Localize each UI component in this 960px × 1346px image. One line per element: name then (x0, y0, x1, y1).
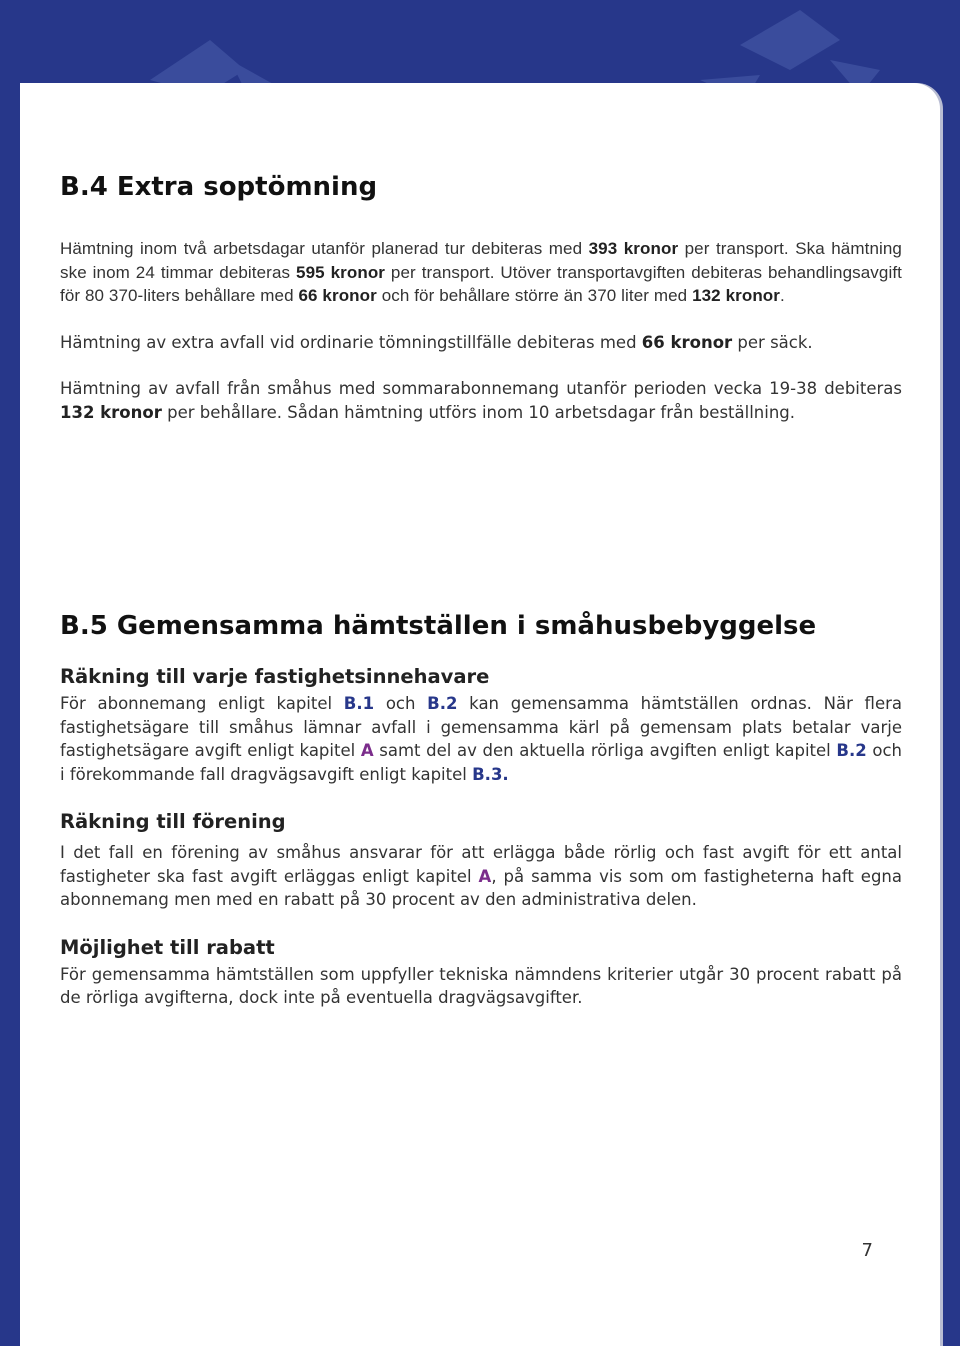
text: Hämtning av extra avfall vid ordinarie tömningstillfälle debiteras med (60, 332, 642, 352)
subheading-discount: Möjlighet till rabatt (60, 935, 275, 959)
paragraph-discount: För gemensamma hämtställen som uppfyller tekniska nämndens kriterier utgår 30 procent rabatt på de rörliga avgifterna, dock inte på eventuella dragvägsavgifter. (60, 964, 902, 1007)
page-content (60, 171, 902, 1010)
amount: 393 kronor (588, 239, 679, 258)
paragraph-association (60, 841, 902, 912)
text: Hämtning av avfall från småhus med sommarabonnemang utanför perioden vecka 19-38 debiteras (60, 379, 902, 398)
amount: 66 kronor (641, 332, 733, 352)
amount: 66 kronor (298, 286, 377, 305)
text: och för behållare större än 370 liter med (376, 286, 693, 305)
text: per behållare. Sådan hämtning utförs inom 10 arbetsdagar från beställning. (161, 402, 796, 422)
text: per säck. (732, 332, 813, 352)
subheading-each-owner: Räkning till varje fastighetsinnehavare (60, 665, 490, 688)
text: kan gemensamma hämtställen ordnas. När flera fastighetsägare till småhus lämnar avfall i gemensamma kärl på gemensam plats betalar varje fastighetsägare avgift enligt kapitel (60, 694, 902, 760)
paragraph-b4-fees (60, 237, 902, 308)
paragraph-b4-summer (60, 377, 902, 424)
text: För abonnemang enligt kapitel (60, 694, 344, 713)
text: och (374, 694, 428, 713)
text: , på samma vis som om fastigheterna haft egna abonnemang men med en rabatt på 30 procent av den administrativa delen. (60, 866, 903, 909)
text: samt del av den aktuella rörliga avgiften enligt kapitel (373, 741, 837, 760)
subheading-association: Räkning till förening (60, 810, 286, 833)
paragraph-b4-extra-waste (60, 331, 902, 355)
text: per transport. Utöver transportavgiften debiteras behandlingsavgift för 80 370-liters behållare med (60, 262, 902, 305)
text: per transport. Ska hämtning ske inom 24 timmar debiteras (60, 239, 902, 282)
text: I det fall en förening av småhus ansvarar för att erlägga både rörlig och fast avgift för ett antal fastigheter ska fast avgift erläggas enligt kapitel (60, 843, 902, 886)
section-heading-b4: B.4 Extra soptömning (60, 172, 378, 202)
chapter-reference: A (478, 866, 492, 886)
amount: 132 kronor (692, 286, 781, 305)
text: Hämtning inom två arbetsdagar utanför planerad tur debiteras med (60, 239, 589, 258)
text: . (780, 286, 785, 305)
chapter-reference: B.3. (472, 764, 509, 784)
section-heading-b5: B.5 Gemensamma hämtställen i småhusbebyggelse (60, 611, 817, 641)
chapter-reference: B.2 (836, 741, 867, 760)
page-number: 7 (861, 1240, 873, 1261)
page-sheet (20, 83, 940, 1346)
chapter-reference: B.1 (343, 694, 375, 713)
chapter-reference: A (360, 741, 374, 760)
chapter-reference: B.2 (427, 694, 458, 713)
amount: 132 kronor (60, 402, 162, 422)
paragraph-each-owner (60, 692, 902, 786)
text: och i förekommande fall dragvägsavgift enligt kapitel (60, 741, 902, 784)
amount: 595 kronor (296, 262, 386, 282)
